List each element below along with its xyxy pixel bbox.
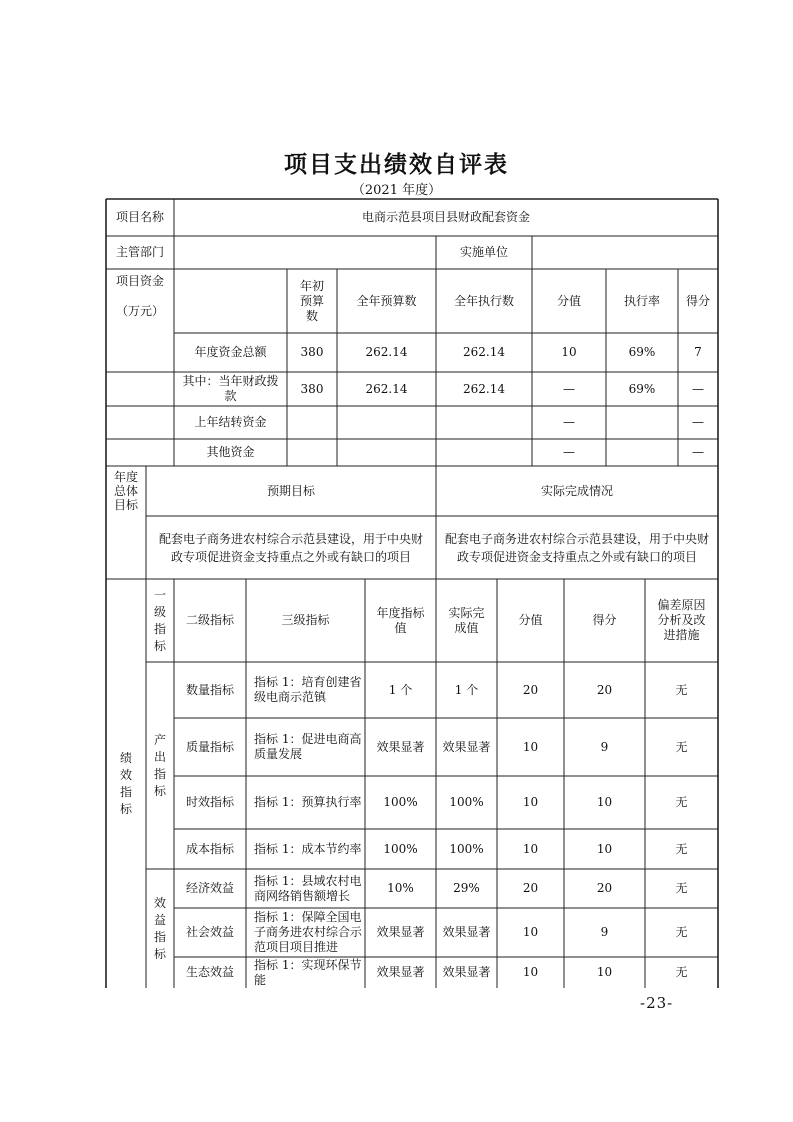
indicator-actual: 1 个 xyxy=(454,682,479,697)
header-level3: 三级指标 xyxy=(281,613,330,627)
indicator-score: 20 xyxy=(596,881,613,895)
dept-value xyxy=(174,236,436,269)
header-execution-rate: 执行率 xyxy=(623,293,660,308)
indicator-level3: 指标 1：实现环保节能 xyxy=(254,957,362,987)
indicator-level2: 质量指标 xyxy=(185,739,234,754)
goals-label: 年度总体目标 xyxy=(113,470,138,512)
indicator-target: 100% xyxy=(383,841,418,856)
indicator-level2: 社会效益 xyxy=(185,925,234,939)
indicator-score: 9 xyxy=(600,925,609,939)
indicator-target: 效果显著 xyxy=(376,965,425,979)
funds-row-rate xyxy=(606,406,678,439)
funds-row-score: — xyxy=(692,381,704,396)
indicator-deviation: 无 xyxy=(675,739,688,754)
indicator-deviation: 无 xyxy=(675,925,688,939)
funds-row-executed: 262.14 xyxy=(463,381,505,396)
indicators-side-label: 绩效指标 xyxy=(119,750,132,816)
funds-row-score: 7 xyxy=(694,345,702,359)
funds-row-score-value: — xyxy=(563,445,575,459)
funds-row-executed xyxy=(436,406,532,439)
funds-unit-label: （万元） xyxy=(115,303,164,318)
funds-row-score: — xyxy=(692,445,704,459)
indicator-actual: 效果显著 xyxy=(442,965,491,979)
header-initial-budget: 年初预算数 xyxy=(299,278,324,323)
indicator-deviation: 无 xyxy=(675,881,688,895)
header-target: 年度指标值 xyxy=(376,605,425,635)
funds-row-annual xyxy=(337,406,436,439)
indicator-score: 9 xyxy=(600,739,609,754)
unit-label: 实施单位 xyxy=(459,245,508,259)
funds-row-score: — xyxy=(692,415,704,429)
indicator-target: 效果显著 xyxy=(376,925,425,939)
funds-row-annual: 262.14 xyxy=(365,381,408,396)
dept-label: 主管部门 xyxy=(115,245,164,259)
funds-row-score-value: — xyxy=(563,415,575,429)
funds-row-initial: 380 xyxy=(300,381,324,396)
indicator-level2: 成本指标 xyxy=(185,841,234,856)
funds-row-annual xyxy=(337,439,436,466)
header-annual-budget: 全年预算数 xyxy=(356,293,417,308)
indicator-level3: 指标 1：县域农村电商网络销售额增长 xyxy=(254,873,362,903)
goals-expected-header: 预期目标 xyxy=(266,483,315,498)
project-name-label: 项目名称 xyxy=(115,210,164,224)
indicator-level3: 指标 1：培育创建省级电商示范镇 xyxy=(254,675,362,704)
funds-row-score-value: 10 xyxy=(561,345,577,359)
indicator-level3: 指标 1：保障全国电子商务进农村综合示范项目项目推进 xyxy=(254,910,363,954)
indicator-actual: 29% xyxy=(453,881,480,895)
indicator-score-value: 10 xyxy=(522,965,539,979)
level1-benefit-label: 效益指标 xyxy=(153,895,166,961)
indicator-deviation: 无 xyxy=(675,795,688,809)
indicator-score-value: 10 xyxy=(522,841,539,856)
indicator-level2: 时效指标 xyxy=(185,795,234,809)
level1-output-label: 产出指标 xyxy=(153,732,166,798)
funds-row-rate: 69% xyxy=(628,381,656,396)
funds-row-executed: 262.14 xyxy=(463,345,505,359)
indicator-score: 10 xyxy=(596,965,613,979)
page-subtitle: （2021 年度） xyxy=(351,183,442,198)
indicator-score-value: 20 xyxy=(522,881,539,895)
funds-row-initial xyxy=(287,406,337,439)
funds-row-initial xyxy=(287,439,337,466)
indicator-target: 效果显著 xyxy=(376,739,425,754)
indicator-deviation: 无 xyxy=(675,965,688,979)
funds-row-annual: 262.14 xyxy=(365,345,408,359)
indicator-actual: 效果显著 xyxy=(442,925,491,939)
indicator-level3: 指标 1：成本节约率 xyxy=(254,841,362,856)
funds-row-rate: 69% xyxy=(628,345,656,359)
page-number: -23- xyxy=(640,994,674,1012)
funds-row-score-value: — xyxy=(563,381,575,396)
funds-row-name: 年度资金总额 xyxy=(194,345,267,359)
indicator-level2: 经济效益 xyxy=(185,881,234,895)
funds-row-initial: 380 xyxy=(300,345,324,359)
unit-value xyxy=(532,236,718,269)
header-score: 得分 xyxy=(592,613,617,627)
indicator-level3: 指标 1：预算执行率 xyxy=(254,795,362,809)
funds-row-rate xyxy=(606,439,678,466)
goals-actual-text: 配套电子商务进农村综合示范县建设，用于中央财政专项促进资金支持重点之外或有缺口的项目 xyxy=(444,531,709,564)
indicator-deviation: 无 xyxy=(675,682,688,697)
funds-row-name: 其他资金 xyxy=(206,445,255,459)
header-level2: 二级指标 xyxy=(185,613,234,627)
project-name-value: 电商示范县项目县财政配套资金 xyxy=(361,210,530,224)
indicator-actual: 效果显著 xyxy=(442,739,491,754)
header-actual: 实际完成值 xyxy=(448,605,485,635)
indicator-score: 20 xyxy=(596,682,613,697)
indicator-target: 10% xyxy=(387,881,414,895)
indicator-score-value: 20 xyxy=(522,682,539,697)
header-annual-executed: 全年执行数 xyxy=(453,293,514,308)
funds-label: 项目资金 xyxy=(115,273,164,288)
indicator-target: 100% xyxy=(383,795,418,809)
goals-actual-header: 实际完成情况 xyxy=(540,483,613,498)
funds-row-name: 上年结转资金 xyxy=(194,415,267,429)
funds-row-name: 其中：当年财政拨款 xyxy=(182,374,279,403)
indicator-level2: 生态效益 xyxy=(185,965,234,979)
indicator-score: 10 xyxy=(596,795,613,809)
header-score: 得分 xyxy=(685,293,710,308)
header-level1: 一级指标 xyxy=(153,587,166,653)
header-score-value: 分值 xyxy=(556,293,581,308)
indicator-score-value: 10 xyxy=(522,739,539,754)
funds-row-executed xyxy=(436,439,532,466)
indicator-actual: 100% xyxy=(449,795,484,809)
header-score-value: 分值 xyxy=(518,613,543,627)
indicator-score: 10 xyxy=(596,841,613,856)
indicator-deviation: 无 xyxy=(675,841,688,856)
header-deviation: 偏差原因分析及改进措施 xyxy=(657,598,706,642)
indicator-score-value: 10 xyxy=(522,925,539,939)
indicator-level2: 数量指标 xyxy=(185,682,234,697)
page-title: 项目支出绩效自评表 xyxy=(284,151,509,178)
indicator-target: 1 个 xyxy=(388,682,413,697)
indicator-actual: 100% xyxy=(449,841,484,856)
goals-expected-text: 配套电子商务进农村综合示范县建设，用于中央财政专项促进资金支持重点之外或有缺口的项目 xyxy=(158,531,423,564)
indicator-level3: 指标 1：促进电商高质量发展 xyxy=(254,732,362,761)
indicator-score-value: 10 xyxy=(522,795,539,809)
